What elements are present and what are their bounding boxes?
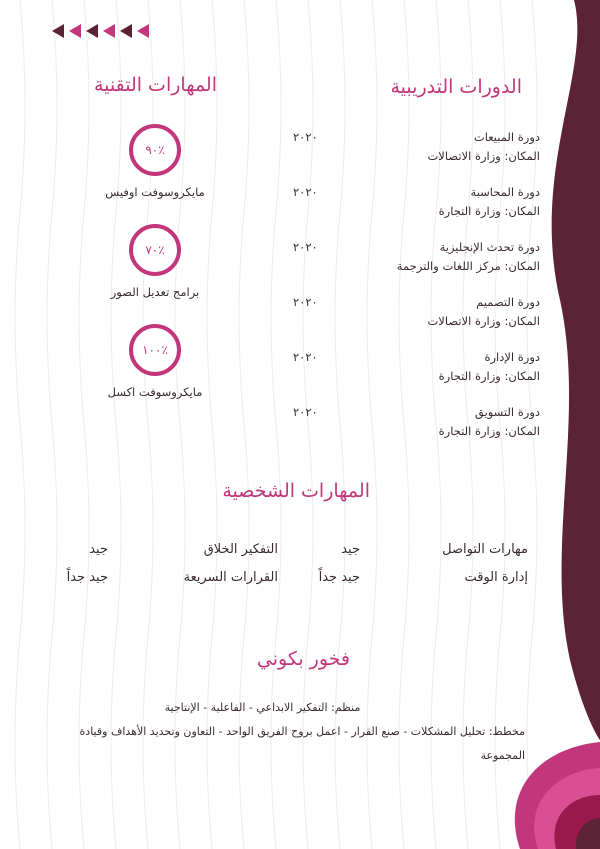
personal-skill-name: القرارات السريعة [183, 570, 278, 585]
course-place: المكان: وزارة التجارة [438, 204, 540, 218]
personal-skill-level: جيد جداً [66, 570, 108, 585]
proud-text [60, 696, 525, 768]
personal-skill-level: جيد [89, 542, 108, 557]
course-year: ٢٠٢٠ [293, 350, 318, 364]
arrow-left-icon [52, 24, 64, 38]
percent-ring [129, 124, 181, 176]
tech-skills-heading: المهارات التقنية [93, 74, 217, 96]
skill-percent: ٧٠٪ [145, 243, 165, 257]
course-name: دورة تحدث الإنجليزية [439, 240, 540, 254]
percent-ring [129, 224, 181, 276]
personal-skills-heading: المهارات الشخصية [222, 480, 370, 502]
course-name: دورة الإدارة [484, 350, 540, 364]
course-place: المكان: وزارة التجارة [438, 369, 540, 383]
arrow-left-icon [86, 24, 98, 38]
course-item [293, 128, 540, 166]
personal-skill-name: مهارات التواصل [442, 542, 528, 557]
course-year: ٢٠٢٠ [293, 295, 318, 309]
course-name: دورة التصميم [476, 295, 540, 309]
skill-percent: ١٠٠٪ [142, 343, 168, 357]
course-name: دورة المبيعات [473, 130, 540, 144]
course-year: ٢٠٢٠ [293, 240, 318, 254]
tech-skill-item [80, 324, 230, 399]
course-name: دورة التسويق [474, 405, 540, 419]
tech-skill-item [80, 224, 230, 299]
proud-line: منظم: التفكير الابداعي - الفاعلية - الإنتاجية [164, 701, 361, 714]
personal-skill-name: التفكير الخلاق [203, 542, 278, 557]
skill-label: مايكروسوفت اكسل [107, 385, 203, 399]
course-place: المكان: وزارة التجارة [438, 424, 540, 438]
arrow-left-icon [103, 24, 115, 38]
skill-label: برامج تعديل الصور [110, 285, 200, 299]
personal-skill-level: جيد جداً [318, 570, 360, 585]
course-year: ٢٠٢٠ [293, 405, 318, 419]
course-item [293, 183, 540, 221]
course-item [293, 348, 540, 386]
side-band [552, 0, 600, 740]
course-name: دورة المحاسبة [470, 185, 540, 199]
personal-skill-level: جيد [341, 542, 360, 557]
personal-skill-name: إدارة الوقت [464, 570, 528, 585]
course-place: المكان: مركز اللغات والترجمة [396, 259, 540, 273]
course-place: المكان: وزارة الاتصالات [427, 314, 540, 328]
skill-label: مايكروسوفت اوفيس [105, 185, 205, 199]
arrow-left-icon [69, 24, 81, 38]
decorative-arrows [52, 24, 149, 38]
percent-ring [129, 324, 181, 376]
courses-heading: الدورات التدريبية [390, 76, 522, 98]
course-year: ٢٠٢٠ [293, 130, 318, 144]
skill-percent: ٩٠٪ [145, 143, 165, 157]
tech-skill-item [80, 124, 230, 199]
course-item [293, 403, 540, 441]
course-place: المكان: وزارة الاتصالات [427, 149, 540, 163]
arrow-left-icon [137, 24, 149, 38]
proud-line: مخطط: تحليل المشكلات - صنع القرار - اعمل بروح الفريق الواحد - التعاون وتحديد الأهداف وقيادة المجموعة [79, 725, 525, 762]
course-item [293, 293, 540, 331]
course-year: ٢٠٢٠ [293, 185, 318, 199]
proud-heading: فخور بكوني [256, 648, 350, 670]
course-item [293, 238, 540, 276]
arrow-left-icon [120, 24, 132, 38]
